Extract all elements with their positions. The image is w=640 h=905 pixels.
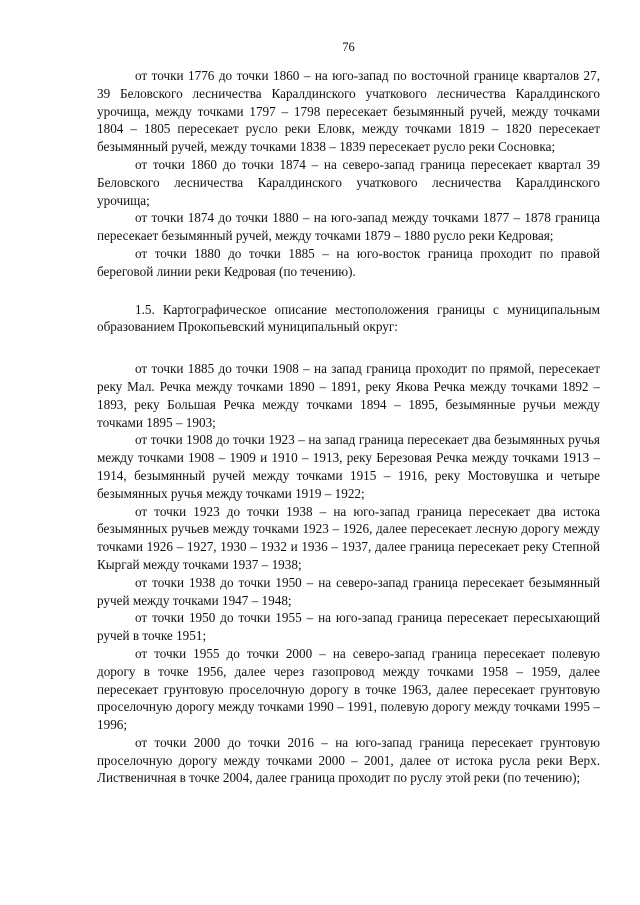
paragraph: от точки 1955 до точки 2000 – на северо-запад граница пересекает полевую дорогу в точке 1956, далее через газопровод между точками 1958 – 1959, далее пересекает грунтовую проселочную дорогу в точке 1963, далее пересекает грунтовую проселочную дорогу между точками 1990 – 1991, полевую дорогу между точками 1995 – 1996; bbox=[97, 645, 600, 733]
paragraph: от точки 1908 до точки 1923 – на запад граница пересекает два безымянных ручья между точками 1908 – 1909 и 1910 – 1913, реку Березовая Речка между точками 1913 – 1914, безымянный ручей между точками 1915 – 1916, реку Мостовушка и четыре безымянных ручья между точками 1919 – 1922; bbox=[97, 432, 600, 501]
paragraph: от точки 1923 до точки 1938 – на юго-запад граница пересекает два истока безымянных ручьев между точками 1923 – 1926, далее пересекает лесную дорогу между точками 1926 – 1927, 1930 – 1932 и 1936 – 1937, далее граница пересекает реку Степной Кыргай между точками 1937 – 1938; bbox=[97, 503, 600, 572]
document-body bbox=[97, 67, 600, 787]
paragraph: от точки 2000 до точки 2016 – на юго-запад граница пересекает грунтовую проселочную дорогу между точками 2000 – 2001, далее от истока русла реки Верх. Лиственичная в точке 2004, далее граница проходит по руслу этой реки (по течению); bbox=[97, 734, 600, 786]
section-heading: 1.5. Картографическое описание местоположения границы с муниципальным образованием Прокопьевский муниципальный округ: bbox=[97, 301, 600, 335]
paragraph: от точки 1874 до точки 1880 – на юго-запад между точками 1877 – 1878 граница пересекает безымянный ручей, между точками 1879 – 1880 русло реки Кедровая; bbox=[97, 210, 600, 244]
paragraph: от точки 1860 до точки 1874 – на северо-запад граница пересекает квартал 39 Беловского лесничества Каралдинского учаткового лесничества Каралдинского урочища; bbox=[97, 156, 600, 208]
paragraph: от точки 1776 до точки 1860 – на юго-запад по восточной границе кварталов 27, 39 Беловского лесничества Каралдинского учаткового лесничества Каралдинского урочища, между точками 1797 – 1798 пересекает безымянный ручей, между точками 1804 – 1805 пересекает русло реки Еловк, между точками 1819 – 1820 пересекает безымянный ручей, между точками 1838 – 1839 пересекает русло реки Сосновка; bbox=[97, 68, 600, 155]
paragraph: от точки 1950 до точки 1955 – на юго-запад граница пересекает пересыхающий ручей в точке 1951; bbox=[97, 610, 600, 644]
paragraph: от точки 1938 до точки 1950 – на северо-запад граница пересекает безымянный ручей между точками 1947 – 1948; bbox=[97, 574, 600, 608]
paragraph: от точки 1885 до точки 1908 – на запад граница проходит по прямой, пересекает реку Мал. Речка между точками 1890 – 1891, реку Якова Речка между точками 1892 – 1893, реку Большая Речка между точками 1894 – 1895, безымянные ручьи между точками 1895 – 1903; bbox=[97, 361, 600, 430]
page-number: 76 bbox=[342, 40, 355, 54]
paragraph: от точки 1880 до точки 1885 – на юго-восток граница проходит по правой береговой линии реки Кедровая (по течению). bbox=[97, 245, 600, 279]
